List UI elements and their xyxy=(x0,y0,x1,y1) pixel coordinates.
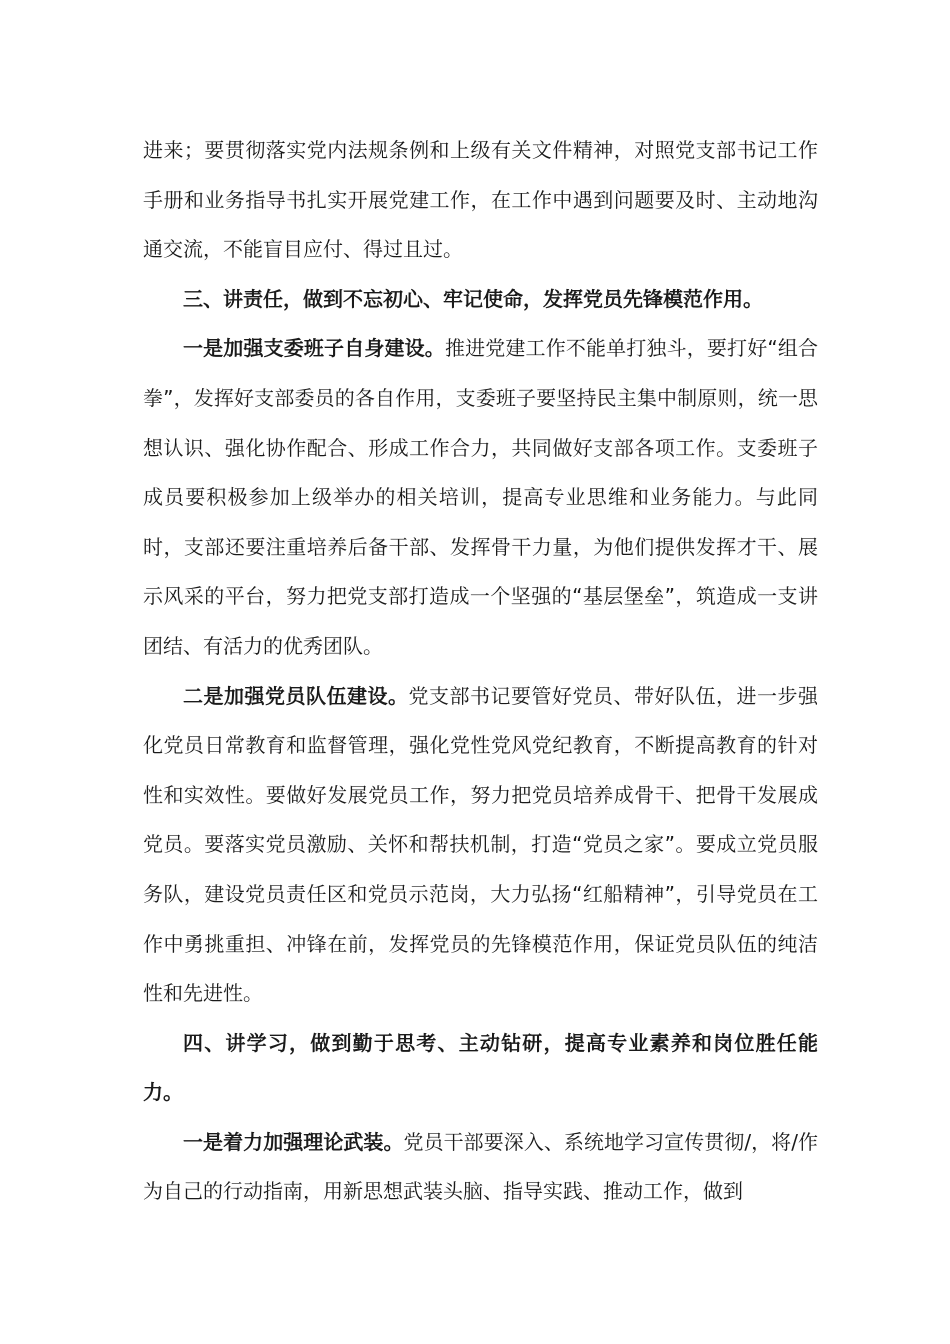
paragraph-theory-study xyxy=(143,1118,818,1217)
paragraph-text: 进来；要贯彻落实党内法规条例和上级有关文件精神，对照党支部书记工作手册和业务指导书扎实开展党建工作，在工作中遇到问题要及时、主动地沟通交流，不能盲目应付、得过且过。 xyxy=(143,138,818,262)
paragraph-committee-building xyxy=(143,324,818,671)
section-heading-3 xyxy=(143,275,818,325)
heading-text: 四、讲学习，做到勤于思考、主动钻研，提高专业素养和岗位胜任能力。 xyxy=(143,1030,818,1105)
section-heading-4 xyxy=(143,1019,818,1118)
paragraph-text: 党员干部要深入、系统地学习宣传贯彻/，将/作为自己的行动指南，用新思想武装头脑、指导实践、推动工作，做到 xyxy=(143,1129,819,1204)
paragraph-lead: 一是着力加强理论武装。 xyxy=(183,1129,404,1154)
document-body xyxy=(143,126,818,1217)
paragraph-lead: 一是加强支委班子自身建设。 xyxy=(183,336,445,361)
paragraph-member-team-building xyxy=(143,672,818,1019)
paragraph-lead: 二是加强党员队伍建设。 xyxy=(183,683,409,708)
paragraph-text: 党支部书记要管好党员、带好队伍，进一步强化党员日常教育和监督管理，强化党性党风党纪教育，不断提高教育的针对性和实效性。要做好发展党员工作，努力把党员培养成骨干、把骨干发展成党员。要落实党员激励、关怀和帮扶机制，打造“党员之家”。要成立党员服务队，建设党员责任区和党员示范岗，大力弘扬“红船精神”，引导党员在工作中勇挑重担、冲锋在前，发挥党员的先锋模范作用，保证党员队伍的纯洁性和先进性。 xyxy=(143,683,818,1006)
paragraph-continuation xyxy=(143,126,818,275)
heading-text: 三、讲责任，做到不忘初心、牢记使命，发挥党员先锋模范作用。 xyxy=(183,286,763,311)
paragraph-text: 推进党建工作不能单打独斗，要打好“组合拳”，发挥好支部委员的各自作用，支委班子要坚持民主集中制原则，统一思想认识、强化协作配合、形成工作合力，共同做好支部各项工作。支委班子成员要积极参加上级举办的相关培训，提高专业思维和业务能力。与此同时，支部还要注重培养后备干部、发挥骨干力量，为他们提供发挥才干、展示风采的平台，努力把党支部打造成一个坚强的“基层堡垒”，筑造成一支讲团结、有活力的优秀团队。 xyxy=(143,336,818,658)
